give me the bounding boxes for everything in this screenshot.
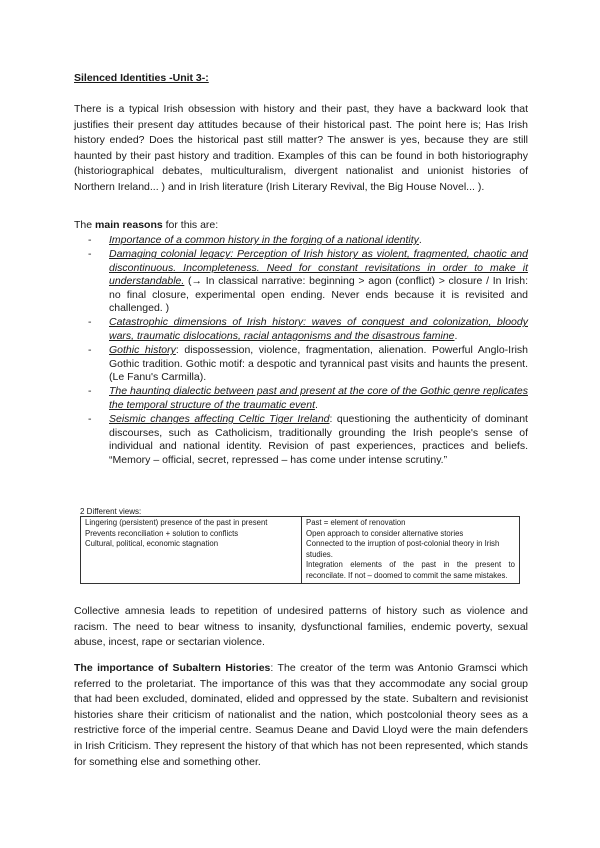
view-right-item: Open approach to consider alternative stories — [306, 528, 464, 538]
view-left-item: Cultural, political, economic stagnation — [85, 539, 219, 549]
reason-text: : questioning the authenticity of dominant discourses, such as Catholicism, traditionally grounding the Irish people's sense of individual and national identity. Revision of past experiences, practices and beliefs. “Memory – official, secret, repressed – has come under intense scrutiny.” — [109, 413, 528, 466]
reasons-list — [88, 234, 528, 468]
reason-text: : dispossession, violence, fragmentation, alienation. Powerful Anglo-Irish Gothic tradition. Gothic motif: a despotic and tyrannical past visits and haunts the present. (Le Fanu's Carmilla). — [109, 344, 528, 384]
list-item — [88, 385, 528, 412]
list-item — [88, 248, 528, 315]
list-item — [88, 234, 528, 247]
reasons-intro-post: for this are: — [162, 219, 219, 231]
reasons-intro — [74, 219, 218, 231]
reasons-intro-pre: The — [74, 219, 96, 231]
view-right-item: Past = element of renovation — [306, 518, 406, 527]
views-right-cell — [302, 517, 520, 584]
reason-text: . — [454, 329, 458, 342]
list-item — [88, 413, 528, 467]
views-table — [80, 516, 520, 584]
view-right-item: Connected to the irruption of post-colonial theory in Irish studies. — [306, 539, 500, 559]
page-title: Silenced Identities -Unit 3-: — [74, 72, 209, 84]
list-dash: - — [88, 316, 92, 329]
reason-text: (→ In classical narrative: beginning > agon (conflict) > closure / In Irish: no final closure, experimental open ending. Never ends because it is revisited and challenged. ) — [109, 275, 528, 315]
subaltern-heading: The importance of Subaltern Histories — [74, 662, 271, 674]
list-dash: - — [88, 234, 92, 246]
list-dash: - — [88, 248, 92, 261]
subaltern-text: : The creator of the term was Antonio Gramsci which referred to the proletariat. The importance of this was that they accommodate any social group that had been excluded, dominated, elided and oppressed by the state. Subaltern and revisionist histories share their criticism of nationalist and the nation, which postcolonial theory sees as a restrictive force of the imperial centre. Seamus Deane and David Lloyd were the main defenders in Irish Criticism. They represent the history of that which has not been represented, which stands for something else and something other. — [74, 662, 528, 768]
list-item — [88, 344, 528, 384]
reason-underlined: Damaging colonial legacy: Perception of Irish history as violent, fragmented, chaotic and discontinuous. Incompleteness. Need for constant revisitations in order to make it understandable. — [109, 248, 528, 288]
list-dash: - — [88, 344, 92, 357]
view-right-item: Integration elements of the past in the present to reconcilate. If not – doomed to commit the same mistakes. — [306, 560, 515, 580]
reason-text: . — [315, 398, 318, 411]
reason-underlined: Seismic changes affecting Celtic Tiger Ireland — [109, 413, 330, 426]
view-left-item: Lingering (persistent) presence of the past in present — [85, 518, 268, 527]
table-row — [81, 517, 520, 584]
list-item — [88, 316, 528, 343]
view-left-item: Prevents reconciliation + solution to conflicts — [85, 528, 239, 538]
reasons-intro-bold: main reasons — [95, 219, 163, 231]
views-label: 2 Different views: — [80, 507, 142, 516]
subaltern-paragraph — [74, 661, 528, 770]
amnesia-paragraph: Collective amnesia leads to repetition of undesired patterns of history such as violence and racism. The need to bear witness to insanity, dysfunctional families, endemic poverty, sexual abuse, incest, rape or sectarian violence. — [74, 605, 528, 649]
reason-underlined: Gothic history — [109, 344, 176, 357]
list-dash: - — [88, 385, 92, 398]
reason-underlined: Catastrophic dimensions of Irish history: waves of conquest and colonization, bloody wars, traumatic dislocations, racial antagonisms and the disastrous famine — [109, 316, 528, 342]
reason-text: . — [418, 234, 422, 246]
views-left-cell — [81, 517, 302, 584]
list-dash: - — [88, 413, 92, 426]
reason-underlined: The haunting dialectic between past and present at the core of the Gothic genre replicates the temporal structure of the traumatic event — [109, 385, 528, 411]
intro-paragraph: There is a typical Irish obsession with history and their past, they have a backward look that justifies their present day attitudes because of their historical past. The point here is; Has Irish history ended? Does the historical past still matter? The answer is yes, because they are still haunted by their past history and tradition. Examples of this can be found in both historiography (historiographical debates, multiculturalism, divergent nationalist and unionist histories of Northern Ireland... ) and in Irish literature (Irish Literary Revival, the Big House Novel... ). — [74, 103, 528, 193]
reason-underlined: Importance of a common history in the forging of a national identity — [109, 234, 419, 246]
